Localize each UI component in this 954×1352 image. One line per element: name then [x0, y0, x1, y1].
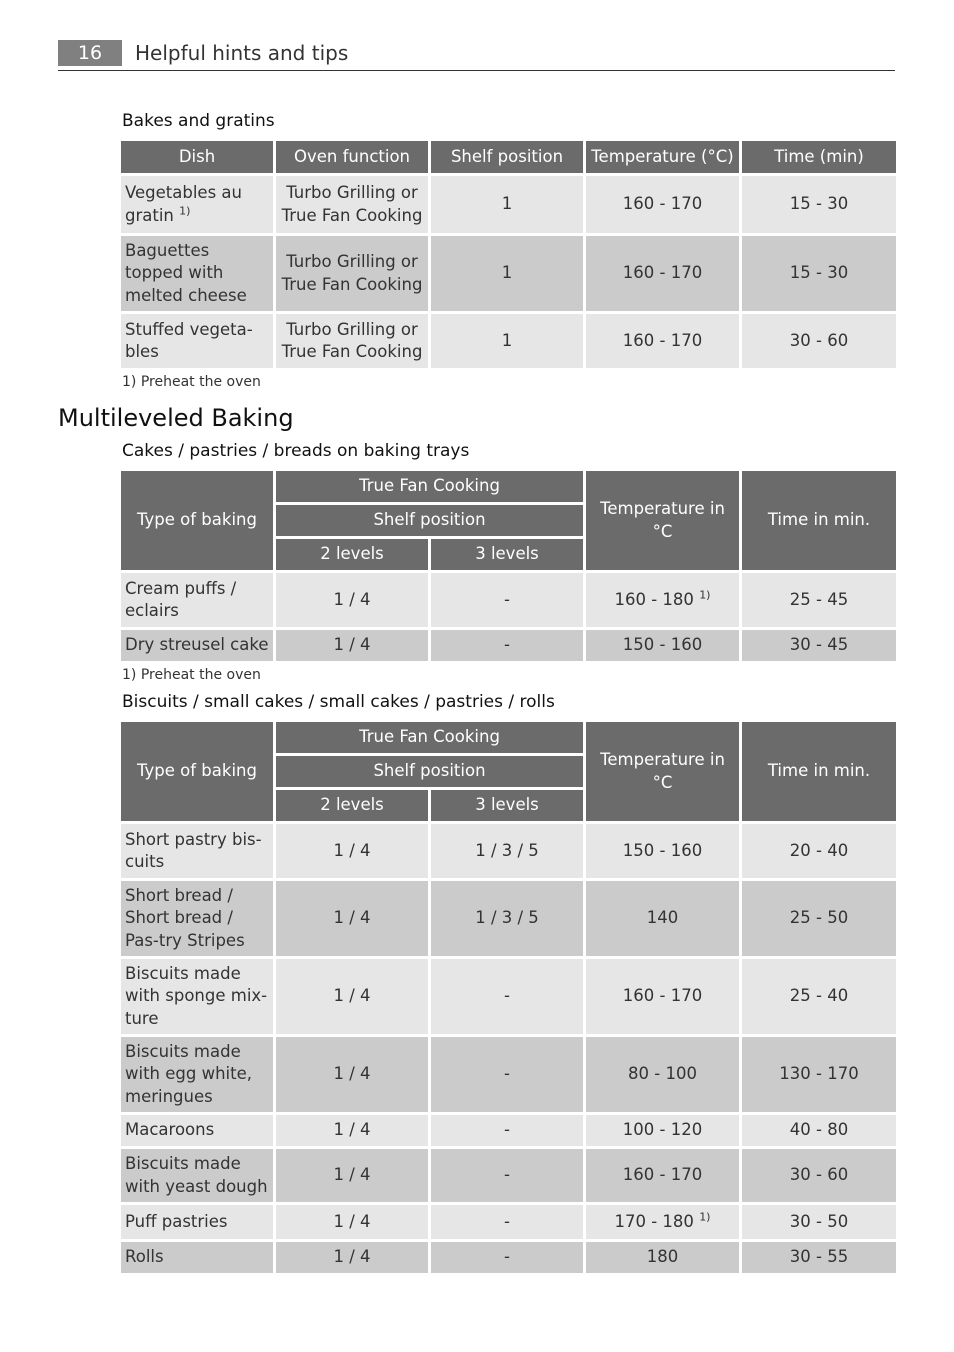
function-cell: Turbo Grilling or True Fan Cooking [276, 176, 428, 233]
cakes-header-row [121, 471, 896, 502]
table-row [121, 959, 896, 1034]
time-cell: 30 - 60 [742, 314, 896, 368]
footnote-ref: 1) [699, 1210, 711, 1224]
temp-cell: 100 - 120 [586, 1115, 739, 1146]
col-oven-function: Oven function [276, 141, 428, 173]
col-temperature: Temperature in °C [586, 722, 739, 821]
cakes-footnote: 1) Preheat the oven [122, 667, 261, 683]
type-cell: Short bread / Short bread / Pas-try Stripes [121, 881, 273, 956]
bakes-caption: Bakes and gratins [122, 111, 275, 131]
dish-cell [121, 176, 273, 233]
col-2-levels: 2 levels [276, 790, 428, 821]
type-cell: Biscuits made with yeast dough [121, 1149, 273, 1202]
cakes-caption: Cakes / pastries / breads on baking trays [122, 441, 470, 461]
col-dish: Dish [121, 141, 273, 173]
level3-cell: - [431, 1205, 583, 1239]
section-title: Multileveled Baking [58, 404, 294, 432]
header-rule [58, 70, 895, 71]
shelf-cell: 1 [431, 236, 583, 311]
bakes-footnote: 1) Preheat the oven [122, 374, 261, 390]
col-2-levels: 2 levels [276, 539, 428, 570]
time-cell: 130 - 170 [742, 1037, 896, 1112]
level3-cell: - [431, 1037, 583, 1112]
temp-cell: 160 - 170 [586, 959, 739, 1034]
level2-cell: 1 / 4 [276, 1242, 428, 1273]
type-cell: Rolls [121, 1242, 273, 1273]
shelf-cell: 1 [431, 314, 583, 368]
time-cell: 30 - 50 [742, 1205, 896, 1239]
table-row [121, 630, 896, 661]
type-cell: Puff pastries [121, 1205, 273, 1239]
level2-cell: 1 / 4 [276, 1037, 428, 1112]
col-time: Time in min. [742, 722, 896, 821]
level2-cell: 1 / 4 [276, 573, 428, 627]
biscuits-caption: Biscuits / small cakes / small cakes / pastries / rolls [122, 692, 555, 712]
time-cell: 15 - 30 [742, 236, 896, 311]
table-row [121, 236, 896, 311]
time-cell: 30 - 55 [742, 1242, 896, 1273]
table-row [121, 176, 896, 233]
type-cell: Cream puffs / eclairs [121, 573, 273, 627]
level2-cell: 1 / 4 [276, 1115, 428, 1146]
table-row [121, 881, 896, 956]
time-cell: 25 - 50 [742, 881, 896, 956]
table-row [121, 1205, 896, 1239]
table-row [121, 824, 896, 878]
function-cell: Turbo Grilling or True Fan Cooking [276, 236, 428, 311]
footnote-ref: 1) [179, 204, 191, 217]
col-time: Time in min. [742, 471, 896, 570]
col-shelf-position: Shelf position [276, 505, 583, 536]
temp-cell: 160 - 170 [586, 314, 739, 368]
cakes-table [118, 468, 899, 664]
shelf-cell: 1 [431, 176, 583, 233]
level2-cell: 1 / 4 [276, 1205, 428, 1239]
col-3-levels: 3 levels [431, 790, 583, 821]
col-type-of-baking: Type of baking [121, 722, 273, 821]
table-row [121, 1115, 896, 1146]
level3-cell: - [431, 959, 583, 1034]
temp-text: 170 - 180 [614, 1211, 694, 1231]
running-header: Helpful hints and tips [135, 41, 349, 65]
col-type-of-baking: Type of baking [121, 471, 273, 570]
dish-text: Vegetables au gratin [125, 183, 242, 225]
page-number: 16 [58, 40, 122, 66]
col-temperature: Temperature in °C [586, 471, 739, 570]
temp-cell [586, 1205, 739, 1239]
level3-cell: - [431, 1242, 583, 1273]
temp-text: 160 - 180 [614, 589, 694, 609]
level3-cell: - [431, 630, 583, 661]
level2-cell: 1 / 4 [276, 824, 428, 878]
level3-cell: - [431, 573, 583, 627]
temp-cell: 150 - 160 [586, 824, 739, 878]
bakes-header-row [121, 141, 896, 173]
level2-cell: 1 / 4 [276, 630, 428, 661]
time-cell: 25 - 45 [742, 573, 896, 627]
bakes-table [118, 138, 899, 371]
temp-cell: 160 - 170 [586, 176, 739, 233]
table-row [121, 1149, 896, 1202]
type-cell: Biscuits made with egg white, meringues [121, 1037, 273, 1112]
biscuits-header-row [121, 722, 896, 753]
level2-cell: 1 / 4 [276, 881, 428, 956]
time-cell: 40 - 80 [742, 1115, 896, 1146]
table-row [121, 1037, 896, 1112]
col-true-fan-cooking: True Fan Cooking [276, 471, 583, 502]
col-shelf-position: Shelf position [431, 141, 583, 173]
time-cell: 30 - 45 [742, 630, 896, 661]
footnote-ref: 1) [699, 588, 711, 602]
temp-cell: 80 - 100 [586, 1037, 739, 1112]
level3-cell: 1 / 3 / 5 [431, 881, 583, 956]
table-row [121, 573, 896, 627]
type-cell: Dry streusel cake [121, 630, 273, 661]
dish-cell: Stuffed vegeta-bles [121, 314, 273, 368]
table-row [121, 1242, 896, 1273]
time-cell: 20 - 40 [742, 824, 896, 878]
type-cell: Biscuits made with sponge mix-ture [121, 959, 273, 1034]
temp-cell: 160 - 170 [586, 236, 739, 311]
temp-cell: 160 - 170 [586, 1149, 739, 1202]
type-cell: Macaroons [121, 1115, 273, 1146]
col-time: Time (min) [742, 141, 896, 173]
temp-cell: 140 [586, 881, 739, 956]
col-3-levels: 3 levels [431, 539, 583, 570]
col-shelf-position: Shelf position [276, 756, 583, 787]
type-cell: Short pastry bis-cuits [121, 824, 273, 878]
time-cell: 30 - 60 [742, 1149, 896, 1202]
level3-cell: - [431, 1149, 583, 1202]
biscuits-table [118, 719, 899, 1276]
level2-cell: 1 / 4 [276, 1149, 428, 1202]
function-cell: Turbo Grilling or True Fan Cooking [276, 314, 428, 368]
level2-cell: 1 / 4 [276, 959, 428, 1034]
table-row [121, 314, 896, 368]
level3-cell: 1 / 3 / 5 [431, 824, 583, 878]
temp-cell: 180 [586, 1242, 739, 1273]
col-temperature: Temperature (°C) [586, 141, 739, 173]
col-true-fan-cooking: True Fan Cooking [276, 722, 583, 753]
level3-cell: - [431, 1115, 583, 1146]
dish-cell: Baguettes topped with melted cheese [121, 236, 273, 311]
time-cell: 15 - 30 [742, 176, 896, 233]
temp-cell [586, 573, 739, 627]
time-cell: 25 - 40 [742, 959, 896, 1034]
temp-cell: 150 - 160 [586, 630, 739, 661]
